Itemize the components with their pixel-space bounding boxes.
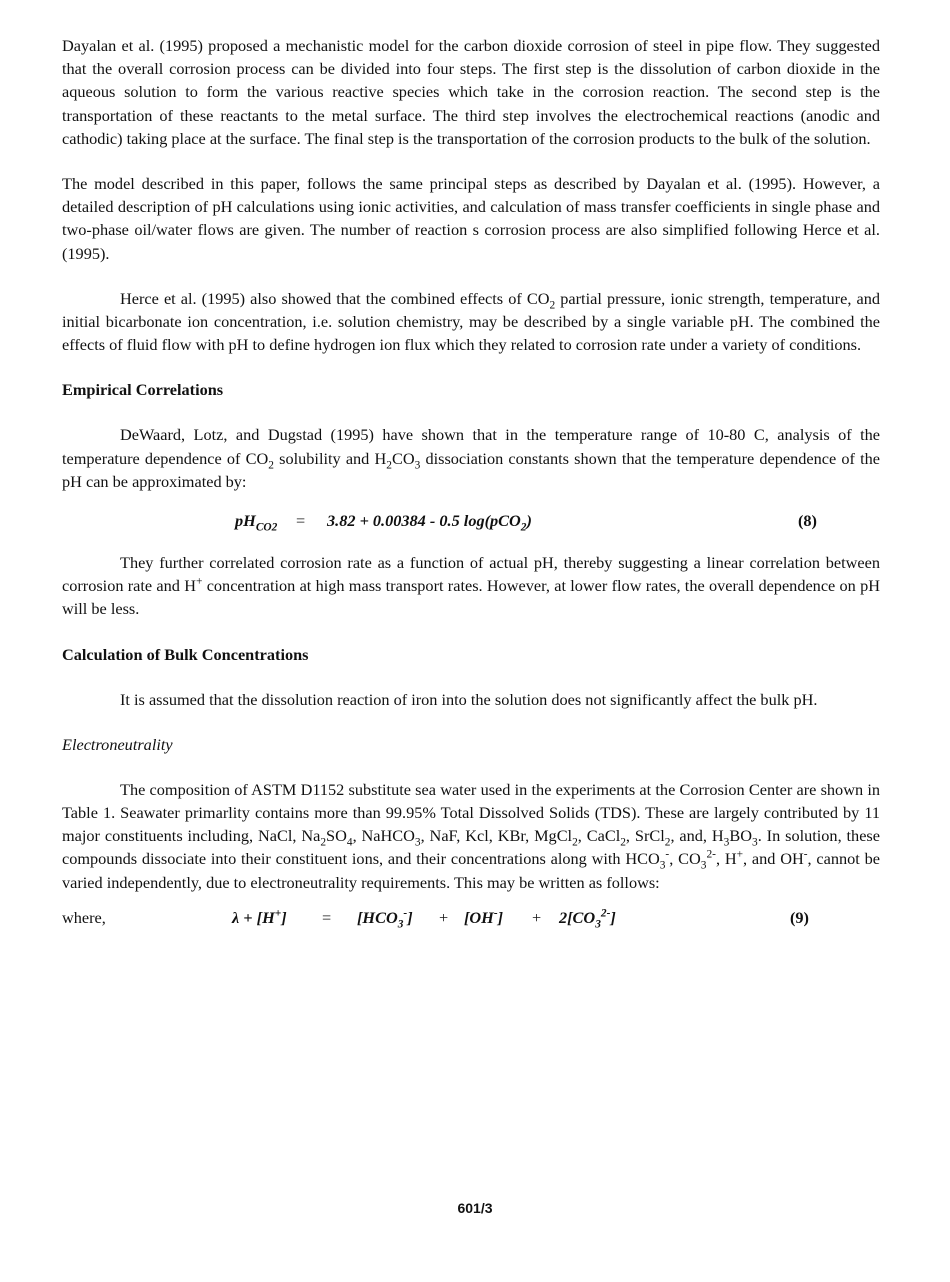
paragraph-herce: Herce et al. (1995) also showed that the combined effects of $CO_2$ partial pressure, ionic strength, temperature, and initial bicarbonate ion concentration, i.e. solution chemistry, may be described by a single variable pH. The combined the effects of fluid flow with pH to define hydrogen ion flux which they related to corrosion rate under a variety of conditions.: [62, 288, 880, 355]
where-label: where,: [62, 907, 106, 927]
equation-9-hydroxide: [OH-]: [464, 907, 504, 927]
paragraph-model-description: The model described in this paper, follows the same principal steps as described by Dayalan et al. (1995). However, a detailed description of pH calculations using ionic activities, and calculation of mass transfer coefficients in single phase and two-phase oil/water flows are given. The number of reaction s corrosion process are also simplified following Herce et al. (1995).: [62, 174, 880, 263]
equation-8-lhs: $pH_{CO2}$: [235, 511, 278, 534]
paragraph-seawater: The composition of ASTM D1152 substitute sea water used in the experiments at the Corrosion Center are shown in Table 1. Seawater primarlity contains more than 99.95% Total Dissolved Solids (TDS). These are largely contributed by 11 major constituents including, NaCl, $Na_2SO_4$, NaHCO$_3$, NaF, Kcl, KBr, MgCl$_2$, CaCl$_2$, SrCl$_2$, and, $H_3BO_3$. In solution, these compounds dissociate into their constituent ions, and their concentrations along with $HCO_3^-$, $CO_3^{2-}$, H+, and OH-, cannot be varied independently, due to electroneutrality requirements. This may be written as follows:: [62, 779, 880, 892]
equation-9-plus-1: +: [439, 907, 449, 927]
equation-8-rhs: 3.82 + 0.00384 - 0.5 log(pCO$_2$): [327, 511, 532, 534]
document-page: [62, 34, 880, 952]
equation-9-carbonate: $2[CO_3^{2-}]$: [559, 907, 616, 931]
equation-9-number: (9): [790, 907, 809, 927]
equation-9-lhs: λ + [H+]: [232, 907, 287, 927]
heading-empirical-correlations: Empirical Correlations: [62, 380, 224, 400]
paragraph-dayalan: Dayalan et al. (1995) proposed a mechanistic model for the carbon dioxide corrosion of steel in pipe flow. They suggested that the overall corrosion process can be divided into four steps. The first step is the dissolution of carbon dioxide in the aqueous solution to form the various reactive species which take in the corrosion reaction. The second step is the transportation of these reactants to the metal surface. The third step involves the electrochemical reactions (anodic and cathodic) taking place at the surface. The final step is the transportation of the corrosion products to the bulk of the solution.: [62, 36, 880, 148]
equation-9-equals: =: [322, 907, 332, 927]
heading-bulk-concentrations: Calculation of Bulk Concentrations: [62, 644, 309, 664]
page-number: 601/3: [457, 1200, 493, 1216]
equation-8-equals: =: [296, 511, 306, 531]
equation-8-number: (8): [798, 511, 817, 531]
equation-9-plus-2: +: [532, 907, 542, 927]
equation-9: [62, 904, 880, 938]
paragraph-dewaard: DeWaard, Lotz, and Dugstad (1995) have shown that in the temperature range of 10-80 C, analysis of the temperature dependence of $CO_2$ solubility and $H_2CO_3$ dissociation constants shown that the temperature dependence of the pH can be approximated by:: [62, 425, 881, 491]
heading-electroneutrality: Electroneutrality: [62, 734, 173, 754]
paragraph-dissolution: It is assumed that the dissolution reaction of iron into the solution does not significantly affect the bulk pH.: [120, 689, 818, 709]
equation-9-bicarbonate: $[HCO_3^-]$: [357, 907, 413, 931]
paragraph-correlation: They further correlated corrosion rate as a function of actual pH, thereby suggesting a linear correlation between corrosion rate and H+ concentration at high mass transport rates. However, at lower flow rates, the overall dependence on pH will be less.: [62, 553, 880, 619]
equation-8: [62, 507, 880, 537]
